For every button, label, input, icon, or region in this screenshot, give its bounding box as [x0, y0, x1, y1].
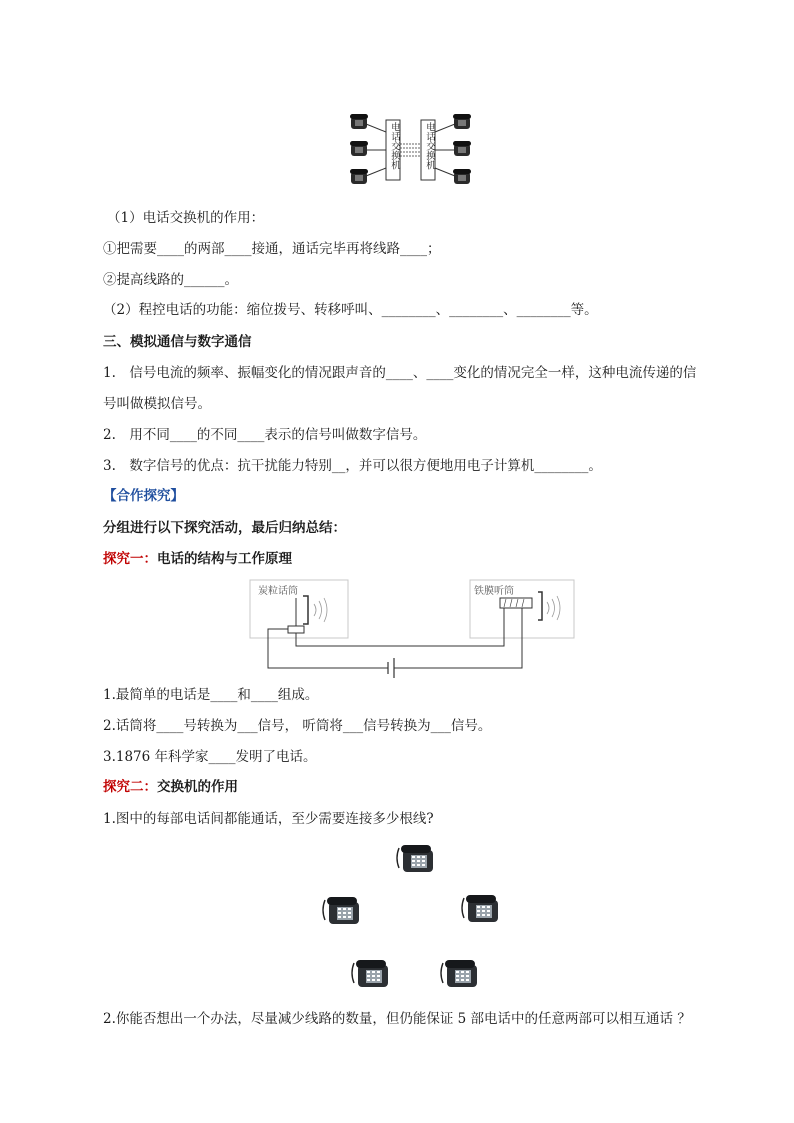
exchange-box-left-label: 电话交换机: [389, 122, 400, 170]
exchange-box-right-label: 电话交换机: [424, 122, 435, 170]
coop-intro: 分组进行以下探究活动，最后归纳总结：: [103, 520, 346, 536]
explore-1-question-1: 1.最简单的电话是____和____组成。: [103, 687, 319, 703]
explore-2-prefix: 探究二：: [103, 779, 157, 795]
section-3-heading: 三、模拟通信与数字通信: [103, 334, 252, 350]
program-phone-functions: （2）程控电话的功能：缩位拨号、转移呼叫、________、________、________等。: [103, 302, 598, 318]
explore-1-title: 电话的结构与工作原理: [157, 551, 292, 567]
exchange-role-item-1: ①把需要____的两部____接通，通话完毕再将线路____；: [103, 241, 441, 257]
exchange-role-label: （1）电话交换机的作用：: [107, 210, 265, 226]
iron-membrane-receiver-label: 铁膜听筒: [474, 586, 514, 597]
explore-2-title: 交换机的作用: [157, 779, 238, 795]
explore-2-question-2: 2.你能否想出一个办法，尽量减少线路的数量，但仍能保证 5 部电话中的任意两部可以相互通话 ？: [103, 1011, 691, 1027]
explore-1-heading: [103, 550, 292, 568]
telephone-circuit-diagram: [248, 578, 576, 678]
explore-2-question-1: 1.图中的每部电话间都能通话，至少需要连接多少根线?: [103, 811, 434, 827]
coop-heading: 【合作探究】: [103, 488, 184, 504]
digital-signal-advantage: 3. 数字信号的优点：抗干扰能力特别__，并可以很方便地用电子计算机________。: [103, 458, 602, 474]
explore-2-heading: [103, 778, 238, 796]
exchange-role-item-2: ②提高线路的______。: [103, 272, 238, 288]
exchange-diagram: [348, 112, 473, 190]
explore-1-question-2: 2.话筒将____号转换为___信号， 听筒将___信号转换为___信号。: [103, 718, 492, 734]
carbon-microphone-label: 炭粒话筒: [258, 586, 298, 597]
explore-1-question-3: 3.1876 年科学家____发明了电话。: [103, 749, 317, 765]
digital-signal-definition: 2. 用不同____的不同____表示的信号叫做数字信号。: [103, 427, 427, 443]
analog-signal-line-1: 1. 信号电流的频率、振幅变化的情况跟声音的____、____变化的情况完全一样，这种电流传递的信: [103, 365, 697, 381]
analog-signal-line-2: 号叫做模拟信号。: [103, 396, 211, 412]
explore-1-prefix: 探究一：: [103, 551, 157, 567]
